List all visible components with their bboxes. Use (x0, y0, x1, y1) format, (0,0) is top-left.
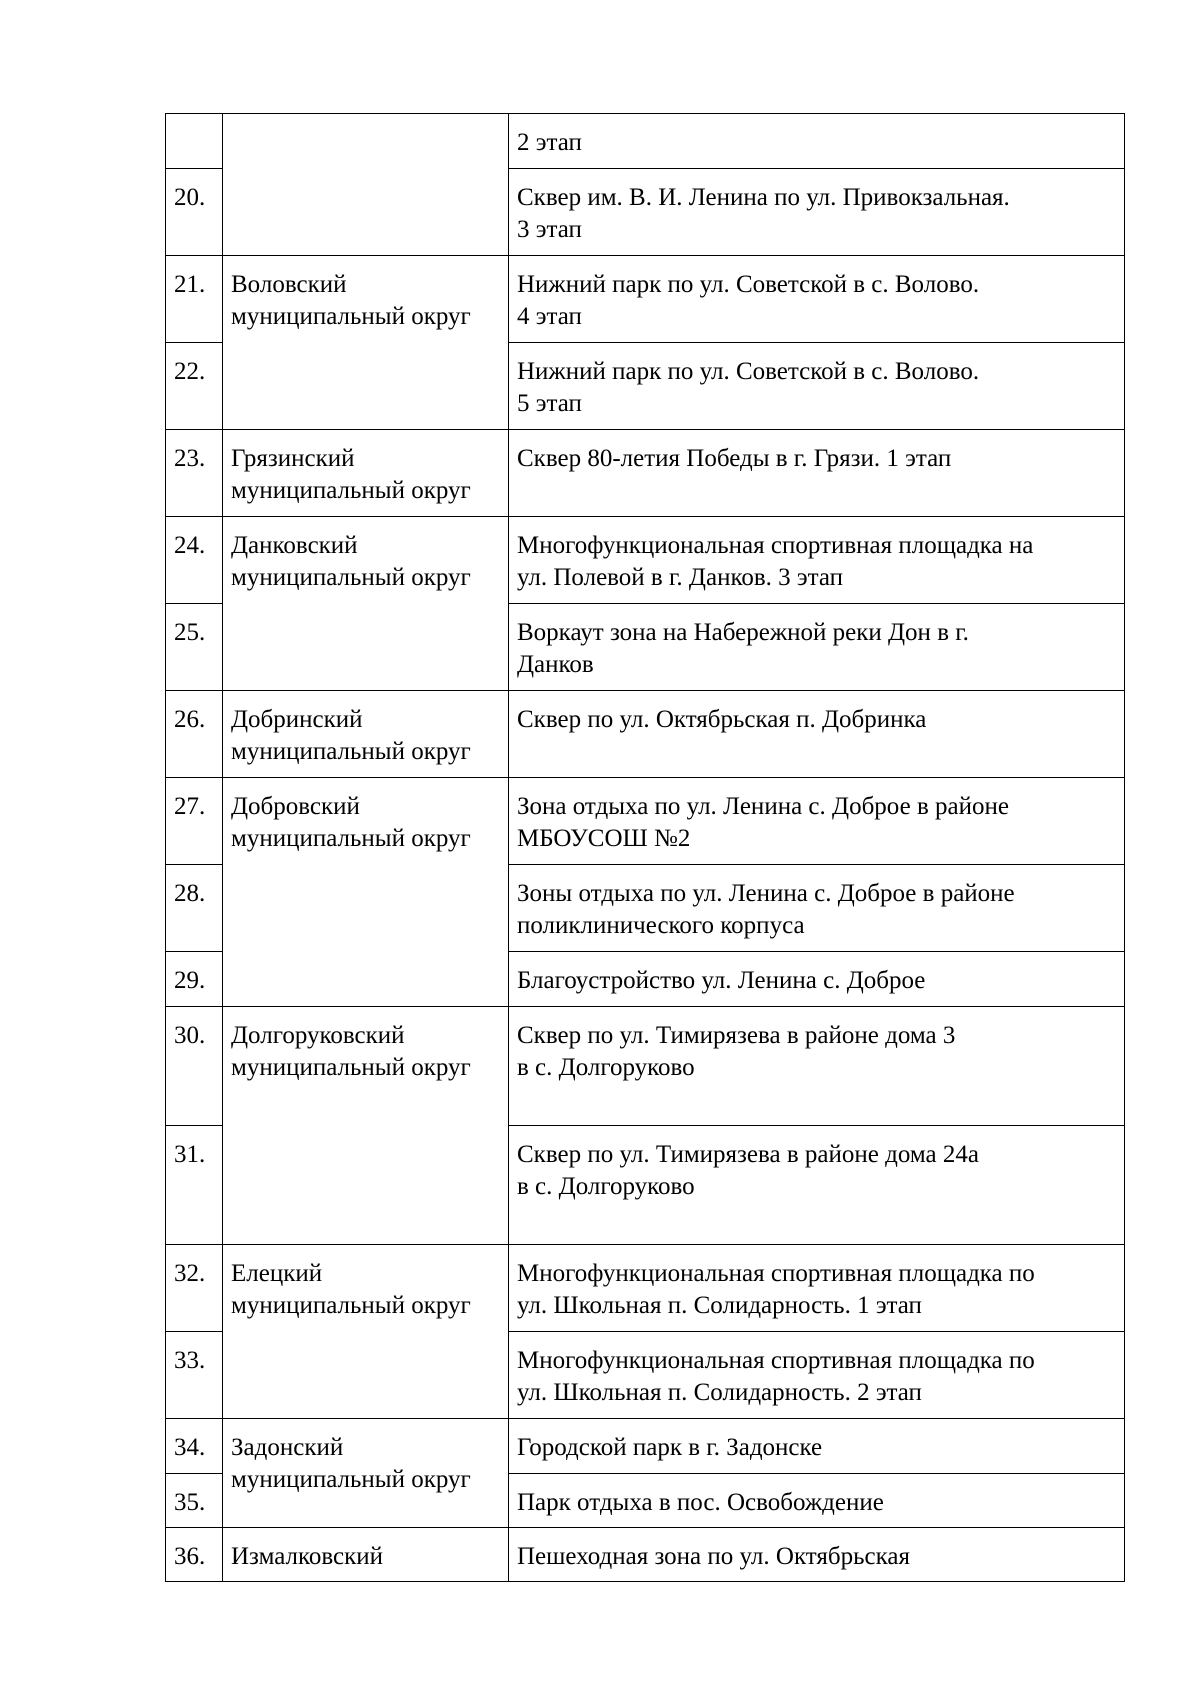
row-number-cell (166, 430, 223, 517)
row-number-cell (166, 343, 223, 430)
row-number: 35. (174, 1489, 206, 1516)
object-cell (509, 1528, 1125, 1582)
table-row (166, 1245, 1125, 1332)
object-cell (509, 430, 1125, 517)
row-number: 20. (174, 184, 206, 211)
table-row (166, 517, 1125, 604)
row-number: 28. (174, 880, 206, 907)
object-cell (509, 169, 1125, 256)
district-name: Добринский муниципальный округ (231, 706, 471, 765)
row-number-cell (166, 1528, 223, 1582)
row-number: 25. (174, 619, 206, 646)
table-row (166, 1419, 1125, 1474)
object-cell (509, 604, 1125, 691)
district-cell (223, 1007, 509, 1245)
district-cell (223, 1528, 509, 1582)
object-name: Сквер 80-летия Победы в г. Грязи. 1 этап (517, 445, 952, 472)
object-cell (509, 952, 1125, 1007)
object-cell (509, 1419, 1125, 1474)
row-number: 31. (174, 1141, 206, 1168)
row-number-cell (166, 691, 223, 778)
row-number-cell (166, 1007, 223, 1126)
district-cell (223, 517, 509, 691)
row-number: 36. (174, 1543, 206, 1570)
table-row (166, 1007, 1125, 1126)
object-name: Пешеходная зона по ул. Октябрьская (517, 1543, 910, 1570)
object-cell (509, 1245, 1125, 1332)
object-name: Воркаут зона на Набережной реки Дон в г. Данков (517, 619, 969, 678)
row-number-cell (166, 1474, 223, 1528)
row-number: 24. (174, 532, 206, 559)
row-number: 33. (174, 1347, 206, 1374)
object-cell (509, 865, 1125, 952)
row-number-cell (166, 114, 223, 169)
table-row (166, 1528, 1125, 1582)
object-name: Многофункциональная спортивная площадка по ул. Школьная п. Солидарность. 1 этап (517, 1260, 1035, 1319)
district-cell (223, 1245, 509, 1419)
row-number-cell (166, 517, 223, 604)
object-cell (509, 691, 1125, 778)
row-number-cell (166, 952, 223, 1007)
row-number: 32. (174, 1260, 206, 1287)
object-name: Зоны отдыха по ул. Ленина с. Доброе в районе поликлинического корпуса (517, 880, 1015, 939)
row-number-cell (166, 865, 223, 952)
row-number-cell (166, 1332, 223, 1419)
object-name: Зона отдыха по ул. Ленина с. Доброе в районе МБОУСОШ №2 (517, 793, 1009, 852)
district-name (231, 114, 500, 127)
row-number: 34. (174, 1434, 206, 1461)
row-number-cell (166, 1245, 223, 1332)
object-cell (509, 1126, 1125, 1245)
row-number: 22. (174, 358, 206, 385)
object-name: Благоустройство ул. Ленина с. Доброе (517, 967, 926, 994)
district-name: Данковский муниципальный округ (231, 532, 471, 591)
district-name: Задонский муниципальный округ (231, 1434, 471, 1493)
row-number-cell (166, 256, 223, 343)
table-row (166, 430, 1125, 517)
object-cell (509, 1474, 1125, 1528)
row-number: 23. (174, 445, 206, 472)
object-cell (509, 517, 1125, 604)
district-name: Долгоруковский муниципальный округ (231, 1022, 471, 1081)
row-number-cell (166, 604, 223, 691)
district-name: Елецкий муниципальный округ (231, 1260, 471, 1319)
row-number: 30. (174, 1022, 206, 1049)
object-cell (509, 256, 1125, 343)
district-name: Грязинский муниципальный округ (231, 445, 471, 504)
table-row (166, 778, 1125, 865)
row-number-cell (166, 1419, 223, 1474)
row-number-cell (166, 778, 223, 865)
district-cell (223, 1419, 509, 1528)
row-number-cell (166, 169, 223, 256)
object-name: Сквер по ул. Октябрьская п. Добринка (517, 706, 927, 733)
district-name: Воловский муниципальный округ (231, 271, 471, 330)
objects-table (165, 113, 1125, 1582)
object-name: Нижний парк по ул. Советской в с. Волово. 5 этап (517, 358, 980, 417)
district-name: Измалковский (231, 1543, 384, 1570)
district-cell (223, 691, 509, 778)
object-cell (509, 343, 1125, 430)
object-name: Парк отдыха в пос. Освобождение (517, 1489, 884, 1516)
row-number-cell (166, 1126, 223, 1245)
district-cell (223, 256, 509, 430)
district-cell (223, 114, 509, 256)
object-name: Многофункциональная спортивная площадка на ул. Полевой в г. Данков. 3 этап (517, 532, 1034, 591)
object-name: Сквер по ул. Тимирязева в районе дома 24а в с. Долгоруково (517, 1141, 979, 1200)
table-row (166, 691, 1125, 778)
object-cell (509, 1332, 1125, 1419)
district-cell (223, 430, 509, 517)
object-name: Многофункциональная спортивная площадка по ул. Школьная п. Солидарность. 2 этап (517, 1347, 1035, 1406)
table-row (166, 114, 1125, 169)
row-number: 29. (174, 967, 206, 994)
district-name: Добровский муниципальный округ (231, 793, 471, 852)
object-name: Городской парк в г. Задонске (517, 1434, 823, 1461)
object-name: 2 этап (517, 129, 582, 156)
object-cell (509, 778, 1125, 865)
row-number: 21. (174, 271, 206, 298)
object-name: Нижний парк по ул. Советской в с. Волово. 4 этап (517, 271, 980, 330)
district-cell (223, 778, 509, 1007)
row-number (174, 114, 214, 127)
table-row (166, 256, 1125, 343)
object-cell (509, 114, 1125, 169)
object-cell (509, 1007, 1125, 1126)
row-number: 27. (174, 793, 206, 820)
object-name: Сквер им. В. И. Ленина по ул. Привокзальная. 3 этап (517, 184, 1010, 243)
row-number: 26. (174, 706, 206, 733)
object-name: Сквер по ул. Тимирязева в районе дома 3 в с. Долгоруково (517, 1022, 956, 1081)
